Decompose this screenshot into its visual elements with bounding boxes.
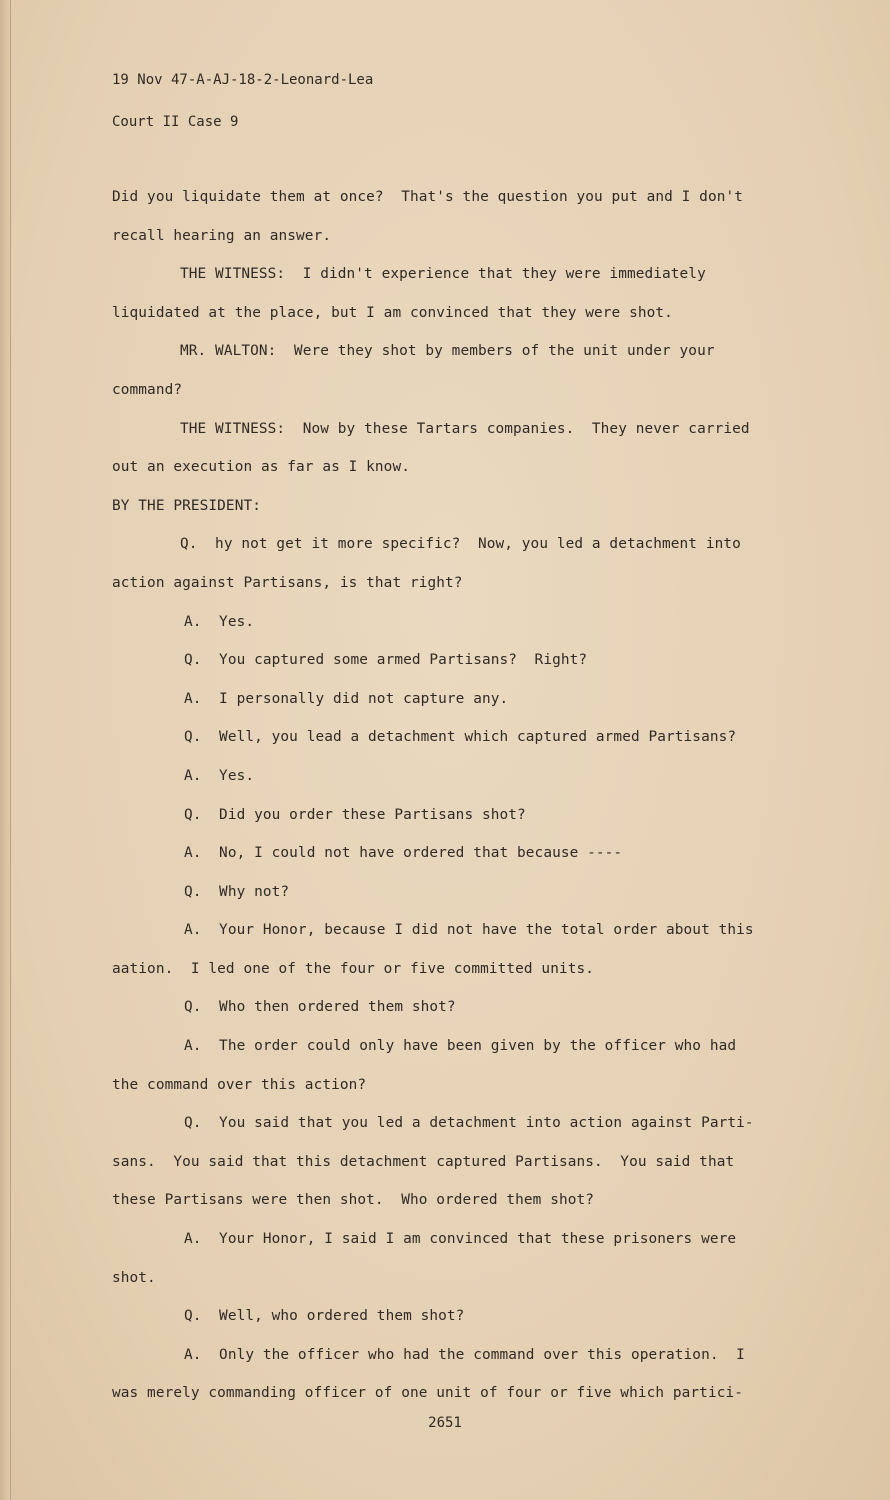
transcript-line: A. Yes. <box>184 613 255 630</box>
transcript-line: MR. WALTON: Were they shot by members of the unit under your <box>180 343 715 360</box>
transcript-line: THE WITNESS: Now by these Tartars companies. They never carried <box>180 420 750 437</box>
transcript-line: THE WITNESS: I didn't experience that they were immediately <box>180 266 706 283</box>
transcript-line: Q. Well, who ordered them shot? <box>184 1308 465 1325</box>
transcript-line: command? <box>112 381 183 398</box>
transcript-line: A. I personally did not capture any. <box>184 690 509 707</box>
transcript-line: A. Only the officer who had the command over this operation. I <box>184 1346 745 1363</box>
transcript-line: Q. Why not? <box>184 883 290 900</box>
transcript-line: these Partisans were then shot. Who ordered them shot? <box>112 1192 595 1209</box>
transcript-line: action against Partisans, is that right? <box>112 574 463 591</box>
page-edge <box>0 0 11 1500</box>
page-number: 2651 <box>428 1415 462 1431</box>
transcript-line: recall hearing an answer. <box>112 227 332 244</box>
transcript-line: Q. Did you order these Partisans shot? <box>184 806 526 823</box>
transcript-line: A. The order could only have been given by the officer who had <box>184 1038 737 1055</box>
transcript-body <box>112 178 812 1413</box>
transcript-line: shot. <box>112 1269 156 1286</box>
transcript-line: A. Your Honor, because I did not have the total order about this <box>184 922 754 939</box>
transcript-line: the command over this action? <box>112 1076 367 1093</box>
transcript-line: Q. You captured some armed Partisans? Right? <box>184 652 588 669</box>
document-header <box>112 70 373 154</box>
transcript-line: BY THE PRESIDENT: <box>112 497 261 514</box>
transcript-line: A. No, I could not have ordered that because ---- <box>184 845 623 862</box>
transcript-line: liquidated at the place, but I am convinced that they were shot. <box>112 304 673 321</box>
transcript-line: was merely commanding officer of one unit of four or five which partici- <box>112 1385 743 1402</box>
transcript-line: Did you liquidate them at once? That's the question you put and I don't <box>112 189 743 205</box>
transcript-line: Q. You said that you led a detachment into action against Parti- <box>184 1115 754 1132</box>
court-case: Court II Case 9 <box>112 114 239 130</box>
file-reference: 19 Nov 47-A-AJ-18-2-Leonard-Lea <box>112 72 374 88</box>
transcript-line: aation. I led one of the four or five committed units. <box>112 960 595 977</box>
transcript-line: A. Your Honor, I said I am convinced that these prisoners were <box>184 1231 737 1248</box>
transcript-line: sans. You said that this detachment captured Partisans. You said that <box>112 1153 735 1170</box>
transcript-line: out an execution as far as I know. <box>112 459 410 476</box>
transcript-line: Q. Well, you lead a detachment which captured armed Partisans? <box>184 729 737 746</box>
transcript-line: Q. hy not get it more specific? Now, you led a detachment into <box>180 536 741 553</box>
transcript-line: A. Yes. <box>184 767 255 784</box>
transcript-line: Q. Who then ordered them shot? <box>184 999 456 1016</box>
